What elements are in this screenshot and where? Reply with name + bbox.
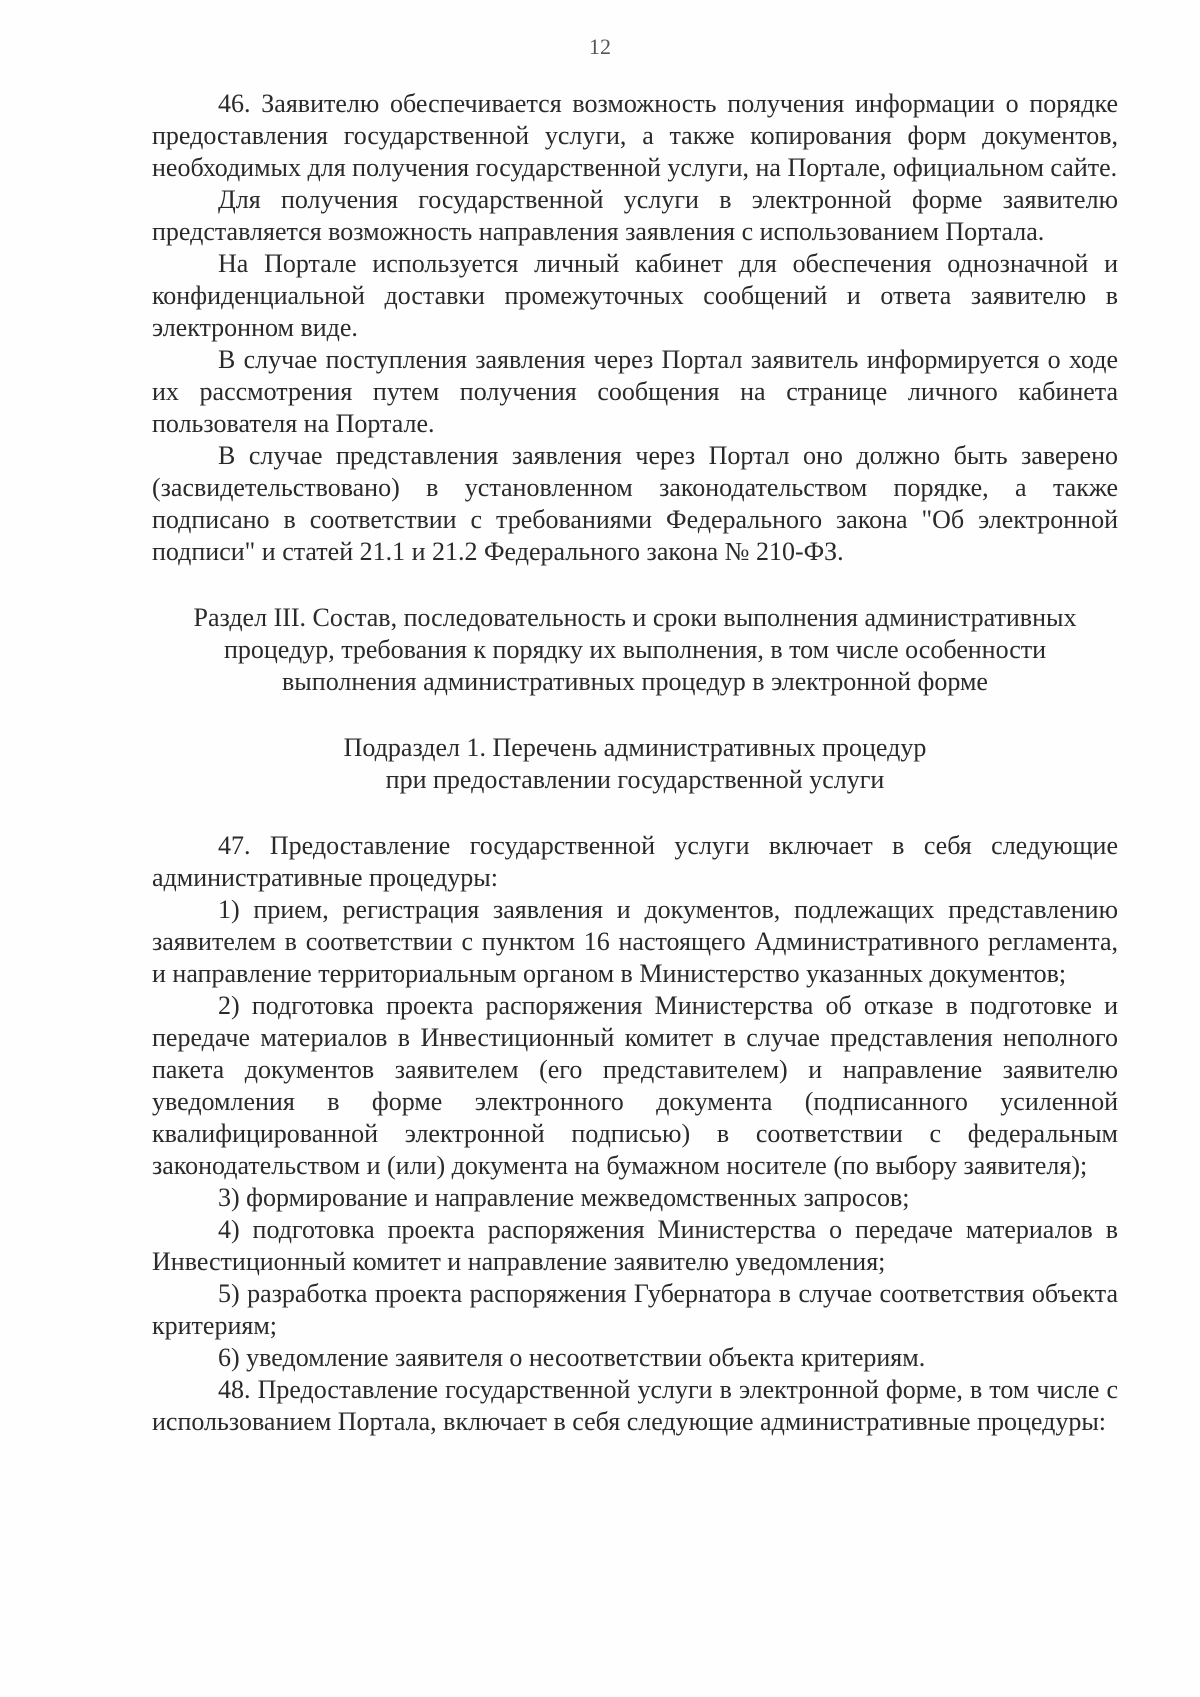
list-item-procedure-5: 5) разработка проекта распоряжения Губернатора в случае соответствия объекта критериям; <box>152 1279 1118 1340</box>
paragraph-47: 47. Предоставление государственной услуги включает в себя следующие административные процедуры: <box>152 831 1118 892</box>
subsection-title-line: при предоставлении государственной услуги <box>385 765 885 794</box>
paragraph-46-status-info: В случае поступления заявления через Портал заявитель информируется о ходе их рассмотрения путем получения сообщения на странице личного кабинета пользователя на Портале. <box>152 345 1118 438</box>
paragraph-46-electronic-form: Для получения государственной услуги в электронной форме заявителю представляется возможность направления заявления с использованием Портала. <box>152 185 1118 246</box>
section-title-line: процедур, требования к порядку их выполнения, в том числе особенности <box>223 635 1047 664</box>
list-item-procedure-2: 2) подготовка проекта распоряжения Министерства об отказе в подготовке и передаче материалов в Инвестиционный комитет в случае представления неполного пакета документов заявителем (его представителем) и направление заявителю уведомления в форме электронного документа (подписанного усиленной квалифицированной электронной подписью) в соответствии с федеральным законодательством и (или) документа на бумажном носителе (по выбору заявителя); <box>152 991 1118 1180</box>
paragraph-46-personal-cabinet: На Портале используется личный кабинет для обеспечения однозначной и конфиденциальной доставки промежуточных сообщений и ответа заявителю в электронном виде. <box>152 249 1118 342</box>
list-item-procedure-4: 4) подготовка проекта распоряжения Министерства о передаче материалов в Инвестиционный комитет и направление заявителю уведомления; <box>152 1215 1118 1276</box>
paragraph-46-signature: В случае представления заявления через Портал оно должно быть заверено (засвидетельствовано) в установленном законодательством порядке, а также подписано в соответствии с требованиями Федерального закона "Об электронной подписи" и статей 21.1 и 21.2 Федерального закона № 210-ФЗ. <box>152 441 1118 566</box>
section-title-line: выполнения административных процедур в электронной форме <box>282 667 988 696</box>
paragraph-46: 46. Заявителю обеспечивается возможность получения информации о порядке предоставления государственной услуги, а также копирования форм документов, необходимых для получения государственной услуги, на Портале, официальном сайте. <box>152 89 1118 182</box>
subsection-title-line: Подраздел 1. Перечень административных процедур <box>343 733 927 762</box>
list-item-procedure-1: 1) прием, регистрация заявления и документов, подлежащих представлению заявителем в соответствии с пунктом 16 настоящего Административного регламента, и направление территориальным органом в Министерство указанных документов; <box>152 895 1118 988</box>
section-title-line: Раздел III. Состав, последовательность и сроки выполнения административных <box>193 603 1077 632</box>
document-body <box>152 88 1118 1438</box>
paragraph-48: 48. Предоставление государственной услуги в электронной форме, в том числе с использованием Портала, включает в себя следующие административные процедуры: <box>152 1375 1118 1436</box>
section-title <box>152 602 1118 698</box>
list-item-procedure-6: 6) уведомление заявителя о несоответствии объекта критериям. <box>218 1343 926 1372</box>
list-item-procedure-3: 3) формирование и направление межведомственных запросов; <box>218 1183 910 1212</box>
subsection-title <box>152 732 1118 796</box>
page-number: 12 <box>589 34 611 59</box>
